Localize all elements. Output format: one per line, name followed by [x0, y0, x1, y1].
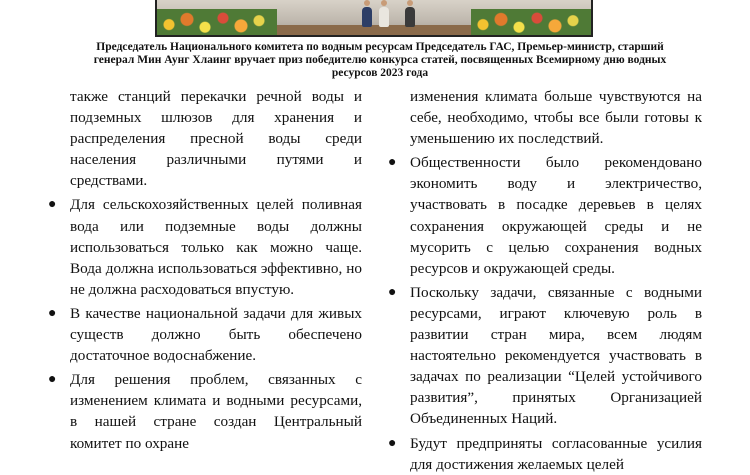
bullet-icon: ● [48, 197, 57, 213]
paragraph-continuation: изменения климата больше чувствуются на себе, необходимо, чтобы все были готовы к уменьшению их последствий. [410, 88, 702, 148]
flower-arrangement-right [471, 9, 591, 35]
list-item: ● Поскольку задачи, связанные с водными ресурсами, играют ключевую роль в развитии стран мира, всем людям настоятельно рекомендуется участвовать в задачах по реализации “Целей устойчивого развития”, принятых Организацией Объединенных Наций. [388, 283, 702, 428]
photo-caption: Председатель Национального комитета по водным ресурсам Председатель ГАС, Премьер-министр, старший генерал Мин Аунг Хлаинг вручает приз победителю конкурса статей, посвященных Всемирному дню водных ресурсов 2023 года [93, 41, 667, 79]
flower-arrangement-left [157, 9, 277, 35]
bullet-icon: ● [48, 372, 57, 388]
person-figure [379, 7, 389, 27]
bullet-icon: ● [388, 155, 397, 171]
bullet-list [388, 152, 702, 474]
bullet-icon: ● [388, 435, 397, 451]
paragraph-continuation: также станций перекачки речной воды и подземных шлюзов для хранения и распределения пресной воды среди населения различными путями и средствами. [70, 88, 362, 190]
award-photo [155, 0, 593, 37]
left-column [48, 86, 362, 454]
list-item: ● Для решения проблем, связанных с изменением климата и водными ресурсами, в нашей стране создан Центральный комитет по охране [48, 371, 362, 452]
person-figure [405, 7, 415, 27]
stage-floor [277, 25, 471, 35]
list-item: ● Общественности было рекомендовано экономить воду и электричество, участвовать в посадке деревьев в целях сохранения окружающей среды и не мусорить с целью сохранения водных ресурсов и окружающей среды. [388, 154, 702, 277]
bullet-list [48, 194, 362, 453]
bullet-icon: ● [48, 305, 57, 321]
bullet-icon: ● [388, 284, 397, 300]
right-column [388, 86, 702, 475]
list-item: ● В качестве национальной задачи для живых существ должно быть обеспечено достаточное водоснабжение. [48, 304, 362, 365]
list-item: ● Для сельскохозяйственных целей поливная вода или подземные воды должны использоваться только как можно чаще. Вода должна использоваться эффективно, но не должна расходоваться впустую. [48, 196, 362, 298]
list-item: ● Будут предприняты согласованные усилия для достижения желаемых целей [388, 434, 702, 473]
person-figure [362, 7, 372, 27]
